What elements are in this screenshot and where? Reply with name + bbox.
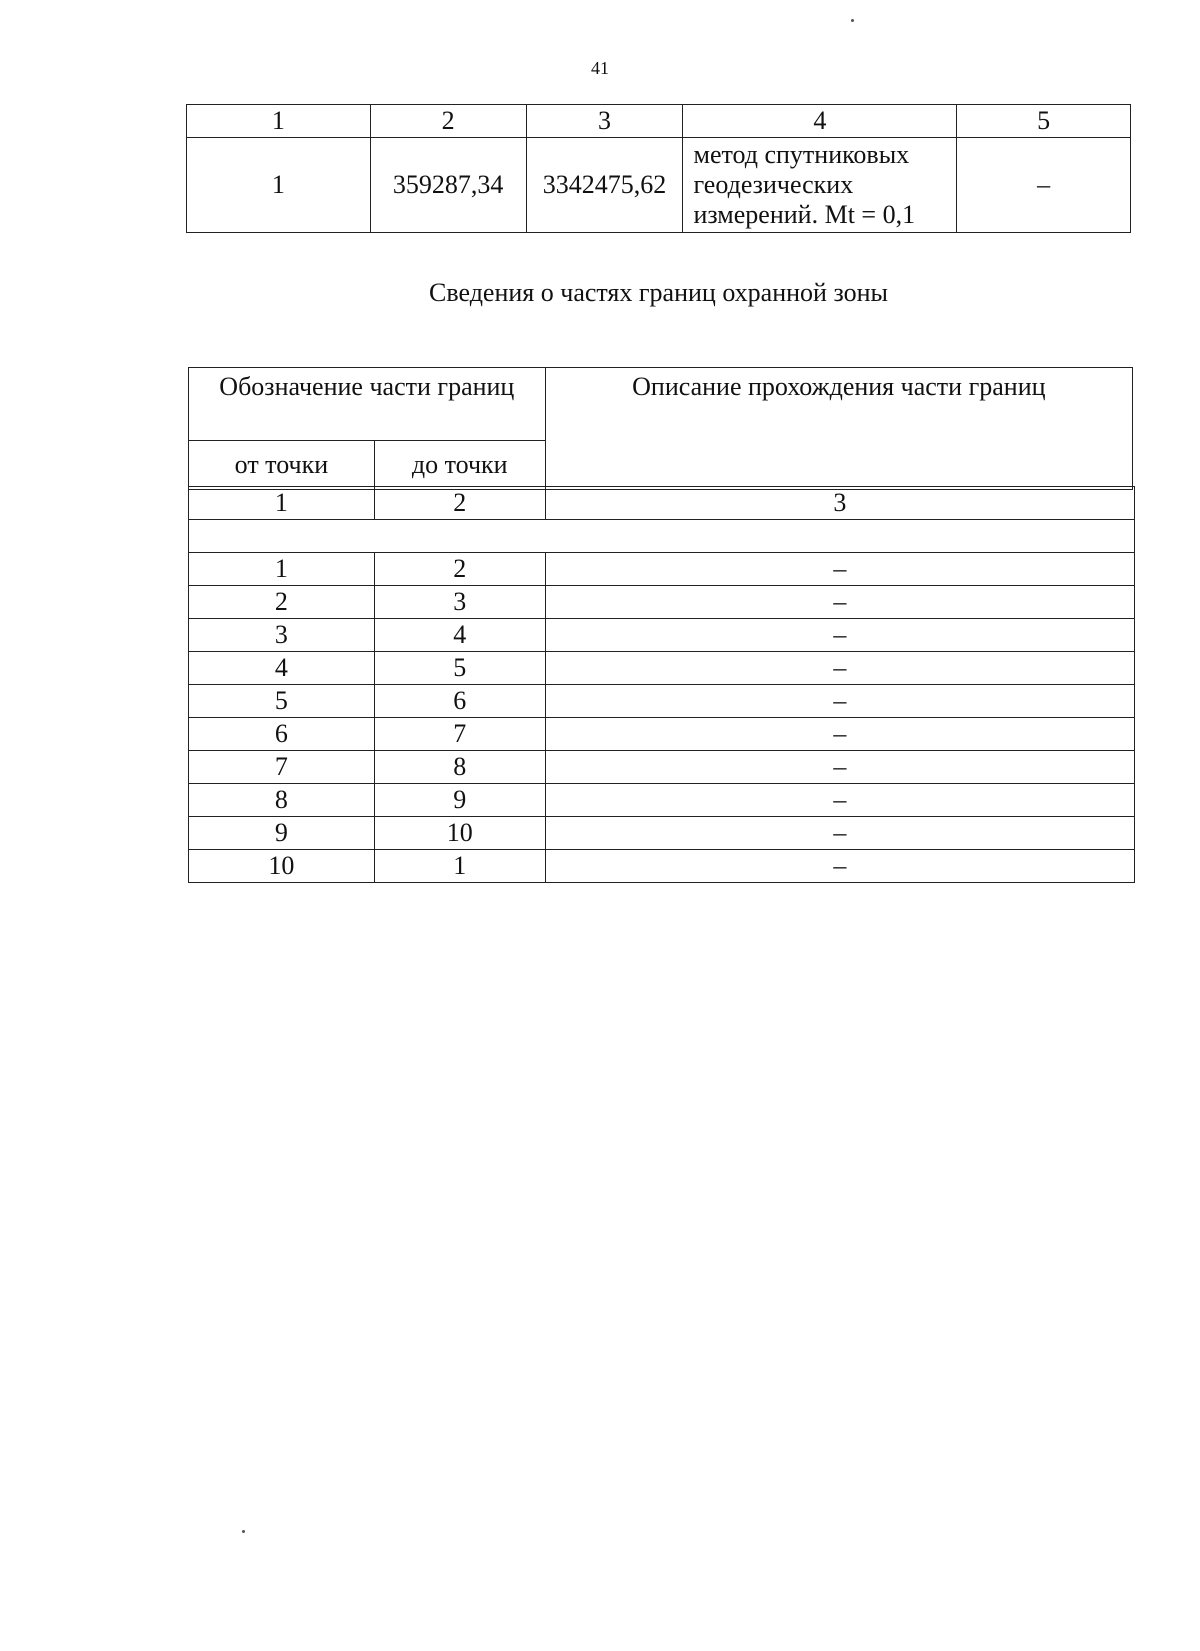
- from-point-header: от точки: [189, 441, 375, 490]
- from-point-cell: 3: [189, 619, 375, 652]
- page-number: 41: [591, 58, 609, 78]
- column-number-cell: 4: [683, 105, 957, 138]
- method-cell: [683, 138, 957, 233]
- to-point-cell: 5: [374, 652, 545, 685]
- to-point-cell: 7: [374, 718, 545, 751]
- parts-table-column-numbers: [189, 487, 1135, 520]
- to-point-cell: 8: [374, 751, 545, 784]
- column-number-cell: 2: [370, 105, 526, 138]
- description-cell: –: [545, 652, 1134, 685]
- method-line: геодезических: [693, 170, 854, 199]
- parts-table: [188, 486, 1135, 883]
- table-row: [189, 784, 1135, 817]
- description-cell: –: [545, 817, 1134, 850]
- column-number-cell: 1: [187, 105, 371, 138]
- boundary-part-description-header: Описание прохождения части границ: [545, 368, 1132, 490]
- x-coordinate-cell: 359287,34: [370, 138, 526, 233]
- table-row: [189, 850, 1135, 883]
- coordinates-table-row: [187, 138, 1131, 233]
- to-point-cell: 9: [374, 784, 545, 817]
- description-cell: –: [545, 586, 1134, 619]
- to-point-cell: 3: [374, 586, 545, 619]
- parts-table-header: [188, 367, 1133, 490]
- description-cell: –: [545, 751, 1134, 784]
- to-point-cell: 6: [374, 685, 545, 718]
- from-point-cell: 2: [189, 586, 375, 619]
- parts-table-rows: [189, 553, 1135, 883]
- from-point-cell: 8: [189, 784, 375, 817]
- from-point-cell: 6: [189, 718, 375, 751]
- column-number-cell: 3: [545, 487, 1134, 520]
- column-number-cell: 5: [957, 105, 1131, 138]
- to-point-cell: 2: [374, 553, 545, 586]
- column-number-cell: 1: [189, 487, 375, 520]
- from-point-cell: 9: [189, 817, 375, 850]
- table-row: [189, 619, 1135, 652]
- to-point-cell: 10: [374, 817, 545, 850]
- description-cell: –: [545, 784, 1134, 817]
- to-point-cell: 4: [374, 619, 545, 652]
- table-row: [189, 685, 1135, 718]
- from-point-cell: 4: [189, 652, 375, 685]
- coordinates-table: [186, 104, 1131, 233]
- method-line: измерений. Mt = 0,1: [693, 200, 916, 229]
- to-point-header: до точки: [374, 441, 545, 490]
- column-number-cell: 2: [374, 487, 545, 520]
- to-point-cell: 1: [374, 850, 545, 883]
- from-point-cell: 1: [189, 553, 375, 586]
- point-number-cell: 1: [187, 138, 371, 233]
- from-point-cell: 5: [189, 685, 375, 718]
- table-row: [189, 751, 1135, 784]
- section-title: Сведения о частях границ охранной зоны: [429, 278, 888, 307]
- from-point-cell: 7: [189, 751, 375, 784]
- description-cell: –: [545, 850, 1134, 883]
- column-number-cell: 3: [526, 105, 683, 138]
- y-coordinate-cell: 3342475,62: [526, 138, 683, 233]
- table-row: [189, 652, 1135, 685]
- method-line: метод спутниковых: [693, 140, 910, 169]
- table-row: [189, 718, 1135, 751]
- blank-row: [189, 520, 1135, 553]
- from-point-cell: 10: [189, 850, 375, 883]
- description-cell: –: [957, 138, 1131, 233]
- description-cell: –: [545, 553, 1134, 586]
- description-cell: –: [545, 718, 1134, 751]
- coordinates-table-header-row: [187, 105, 1131, 138]
- description-cell: –: [545, 619, 1134, 652]
- blank-cell: [189, 520, 1135, 553]
- description-cell: –: [545, 685, 1134, 718]
- scan-speck: [242, 1530, 245, 1533]
- table-row: [189, 817, 1135, 850]
- scan-speck: [851, 19, 854, 22]
- table-row: [189, 553, 1135, 586]
- boundary-part-designation-header: Обозначение части границ: [189, 368, 546, 441]
- table-row: [189, 586, 1135, 619]
